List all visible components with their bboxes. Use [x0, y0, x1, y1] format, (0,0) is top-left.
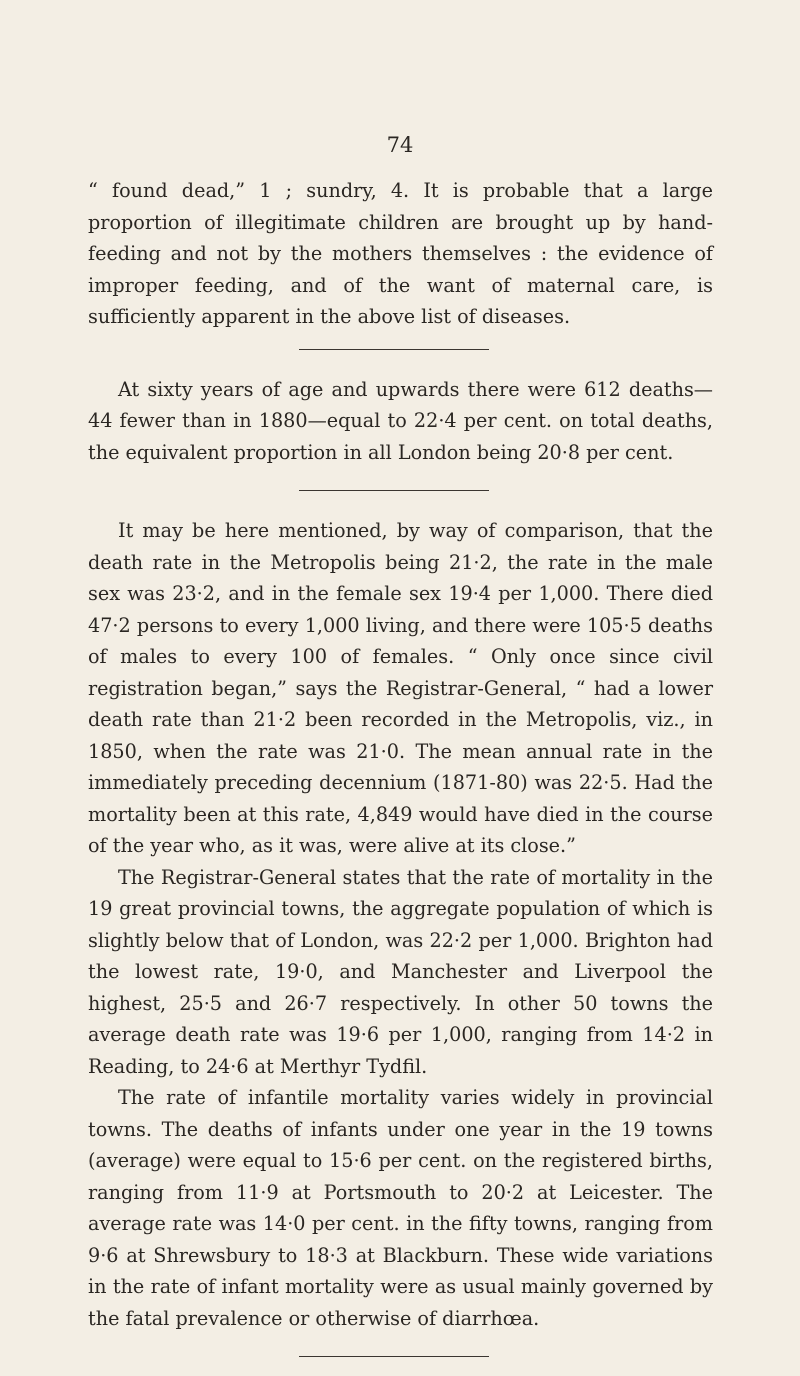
section-divider-3: [299, 1356, 489, 1357]
page-body: [88, 175, 713, 1357]
paragraph-4: The Registrar-General states that the rate of mortality in the 19 great provincial towns, the aggregate population of which is slightly below that of London, was 22·2 per 1,000. Brighton had the lowest rate, 19·0, and Manchester and Liverpool the highest, 25·5 and 26·7 respectively. In other 50 towns the average death rate was 19·6 per 1,000, ranging from 14·2 in Reading, to 24·6 at Merthyr Tydfil.: [88, 865, 713, 1078]
page-number: 74: [386, 133, 414, 157]
section-divider-1: [299, 349, 489, 350]
paragraph-1: “ found dead,” 1 ; sundry, 4. It is probable that a large proportion of illegitimate children are brought up by hand-feeding and not by the mothers themselves : the evidence of improper feeding, and of the want of maternal care, is sufficiently apparent in the above list of diseases.: [88, 179, 713, 328]
paragraph-3: It may be here mentioned, by way of comparison, that the death rate in the Metropolis being 21·2, the rate in the male sex was 23·2, and in the female sex 19·4 per 1,000. There died 47·2 persons to every 1,000 living, and there were 105·5 deaths of males to every 100 of females. “ Only once since civil registration began,” says the Registrar-General, “ had a lower death rate than 21·2 been recorded in the Metropolis, viz., in 1850, when the rate was 21·0. The mean annual rate in the immediately preceding decennium (1871-80) was 22·5. Had the mortality been at this rate, 4,849 would have died in the course of the year who, as it was, were alive at its close.”: [88, 519, 713, 857]
paragraph-5: The rate of infantile mortality varies widely in provincial towns. The deaths of infants under one year in the 19 towns (average) were equal to 15·6 per cent. on the registered births, ranging from 11·9 at Portsmouth to 20·2 at Leicester. The average rate was 14·0 per cent. in the fifty towns, ranging from 9·6 at Shrewsbury to 18·3 at Blackburn. These wide variations in the rate of infant mortality were as usual mainly governed by the fatal prevalence or otherwise of diarrhœa.: [88, 1086, 713, 1330]
section-divider-2: [299, 490, 489, 491]
paragraph-2: At sixty years of age and upwards there were 612 deaths—44 fewer than in 1880—equal to 22·4 per cent. on total deaths, the equivalent proportion in all London being 20·8 per cent.: [88, 377, 713, 464]
